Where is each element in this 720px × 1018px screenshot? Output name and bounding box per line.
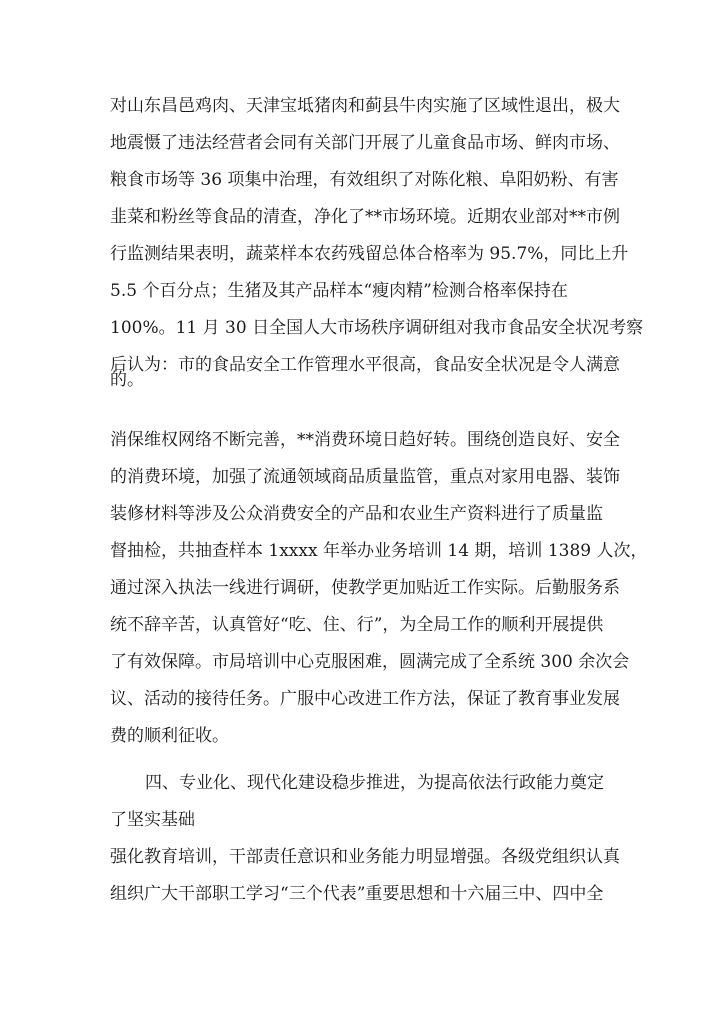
text-line: 议、活动的接待任务。广服中心改进工作方法，保证了教育事业发展 xyxy=(110,689,620,709)
text-line: 对山东昌邑鸡肉、天津宝坻猪肉和蓟县牛肉实施了区域性退出，极大 xyxy=(110,96,620,116)
text-line: 后认为：市的食品安全工作管理水平很高，食品安全状况是令人满意 xyxy=(110,355,620,375)
section-heading-line: 四、专业化、现代化建设稳步推进，为提高依法行政能力奠定 xyxy=(145,773,604,793)
text-line: 韭菜和粉丝等食品的清查，净化了**市场环境。近期农业部对**市例 xyxy=(110,207,620,227)
text-line: 督抽检，共抽查样本 1xxxx 年举办业务培训 14 期，培训 1389 人次， xyxy=(110,541,648,561)
text-line: 了有效保障。市局培训中心克服困难，圆满完成了全系统 300 余次会 xyxy=(110,652,630,672)
text-line: 装修材料等涉及公众消费安全的产品和农业生产资料进行了质量监 xyxy=(110,504,603,524)
section-heading-line: 了坚实基础 xyxy=(110,810,195,830)
text-line: 组织广大干部职工学习“三个代表”重要思想和十六届三中、四中全 xyxy=(110,884,604,904)
text-line: 100%。11 月 30 日全国人大市场秩序调研组对我市食品安全状况考察 xyxy=(110,318,644,338)
text-line: 统不辞辛苦，认真管好“吃、住、行”，为全局工作的顺利开展提供 xyxy=(110,615,604,635)
text-line: 粮食市场等 36 项集中治理，有效组织了对陈化粮、阜阳奶粉、有害 xyxy=(110,170,619,190)
text-line: 消保维权网络不断完善，**消费环境日趋好转。围绕创造良好、安全 xyxy=(110,430,620,450)
text-line: 5.5 个百分点；生猪及其产品样本“瘦肉精”检测合格率保持在 xyxy=(110,281,568,301)
text-line: 费的顺利征收。 xyxy=(110,726,229,746)
text-line: 通过深入执法一线进行调研，使教学更加贴近工作实际。后勤服务系 xyxy=(110,578,620,598)
text-line: 行监测结果表明，蔬菜样本农药残留总体合格率为 95.7%，同比上升 xyxy=(110,244,629,264)
text-line: 强化教育培训，干部责任意识和业务能力明显增强。各级党组织认真 xyxy=(110,847,620,867)
text-line: 地震慑了违法经营者会同有关部门开展了儿童食品市场、鲜肉市场、 xyxy=(110,133,620,153)
text-line: 的消费环境，加强了流通领域商品质量监管，重点对家用电器、装饰 xyxy=(110,467,620,487)
text-line: 的。 xyxy=(110,370,144,390)
